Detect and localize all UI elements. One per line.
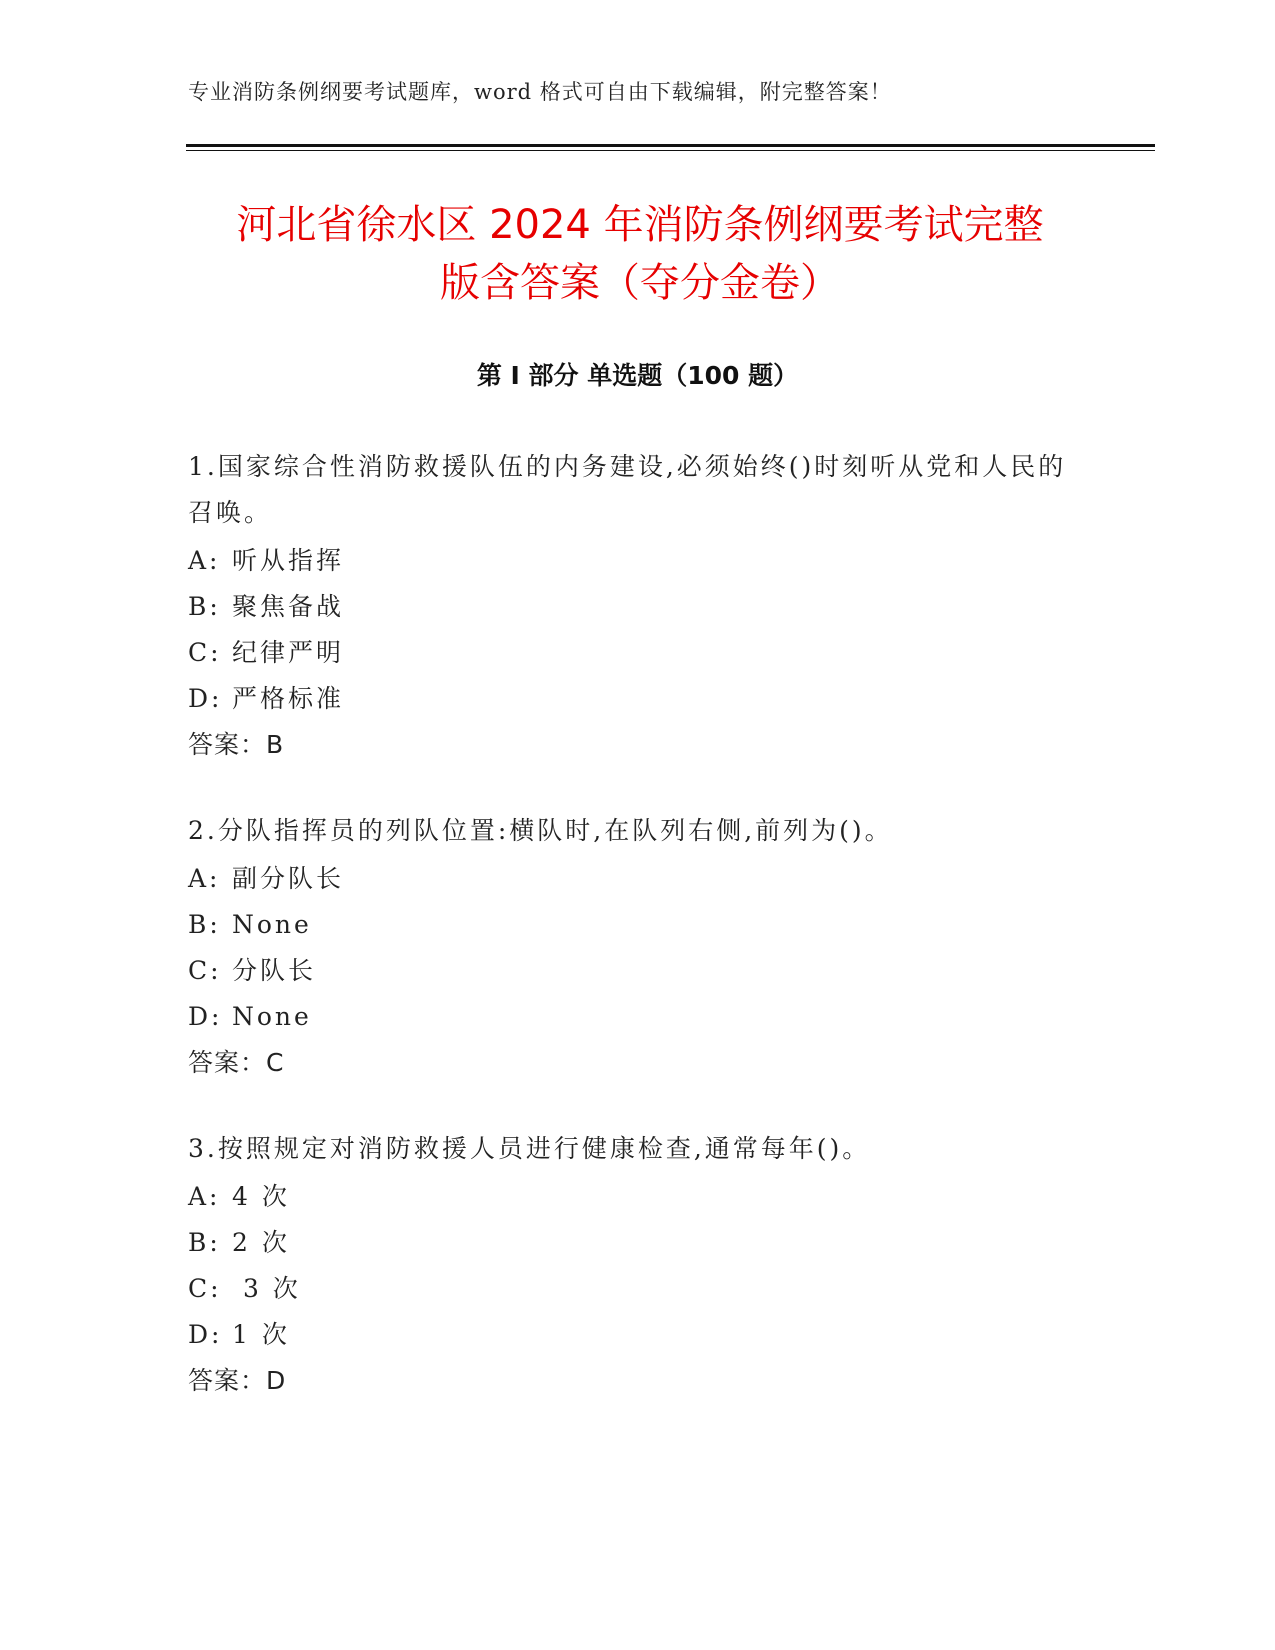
document-title-line-1: 河北省徐水区 2024 年消防条例纲要考试完整 [236, 202, 1044, 248]
option-d [188, 676, 1088, 722]
option-text: 1 次 [232, 1320, 290, 1349]
option-c [188, 630, 1088, 676]
question-2 [188, 808, 1088, 1086]
header-note: 专业消防条例纲要考试题库，word 格式可自由下载编辑，附完整答案！ [188, 80, 892, 104]
option-text: 严格标准 [232, 684, 345, 713]
option-letter: C: [188, 956, 222, 985]
header-rule-thin [186, 150, 1155, 151]
question-stem: 1.国家综合性消防救援队伍的内务建设,必须始终()时刻听从党和人民的召唤。 [188, 452, 1067, 527]
document-title-line-2: 版含答案（夺分金卷） [440, 260, 840, 306]
option-c [188, 1266, 1088, 1312]
option-text: 聚焦备战 [232, 592, 345, 621]
question-stem: 3.按照规定对消防救援人员进行健康检查,通常每年()。 [188, 1134, 871, 1163]
option-d [188, 994, 1088, 1040]
option-a [188, 538, 1088, 584]
option-letter: D: [188, 1320, 223, 1349]
option-c [188, 948, 1088, 994]
option-letter: C: [188, 638, 222, 667]
answer-line: 答案：C [188, 1048, 285, 1077]
option-a [188, 1174, 1088, 1220]
option-text: 3 次 [232, 1274, 301, 1303]
option-text: None [232, 910, 312, 939]
option-text: None [232, 1002, 312, 1031]
option-letter: D: [188, 1002, 223, 1031]
question-1 [188, 444, 1088, 768]
option-text: 听从指挥 [232, 546, 345, 575]
section-title: 第 I 部分 单选题（100 题） [476, 361, 799, 390]
option-b [188, 902, 1088, 948]
option-letter: B: [188, 910, 221, 939]
answer-line: 答案：D [188, 1366, 287, 1395]
question-list [188, 444, 1088, 1444]
question-3 [188, 1126, 1088, 1404]
option-letter: D: [188, 684, 223, 713]
option-a [188, 856, 1088, 902]
option-letter: A: [188, 864, 221, 893]
option-letter: C: [188, 1274, 222, 1303]
option-text: 分队长 [232, 956, 317, 985]
option-letter: A: [188, 1182, 221, 1211]
question-stem: 2.分队指挥员的列队位置:横队时,在队列右侧,前列为()。 [188, 816, 893, 845]
option-text: 纪律严明 [232, 638, 345, 667]
header-rule [186, 144, 1155, 147]
option-text: 副分队长 [232, 864, 345, 893]
option-letter: A: [188, 546, 221, 575]
document-title [160, 196, 1120, 312]
option-letter: B: [188, 592, 221, 621]
option-letter: B: [188, 1228, 221, 1257]
option-text: 2 次 [232, 1228, 290, 1257]
answer-line: 答案：B [188, 730, 285, 759]
option-b [188, 584, 1088, 630]
option-d [188, 1312, 1088, 1358]
option-b [188, 1220, 1088, 1266]
option-text: 4 次 [232, 1182, 290, 1211]
